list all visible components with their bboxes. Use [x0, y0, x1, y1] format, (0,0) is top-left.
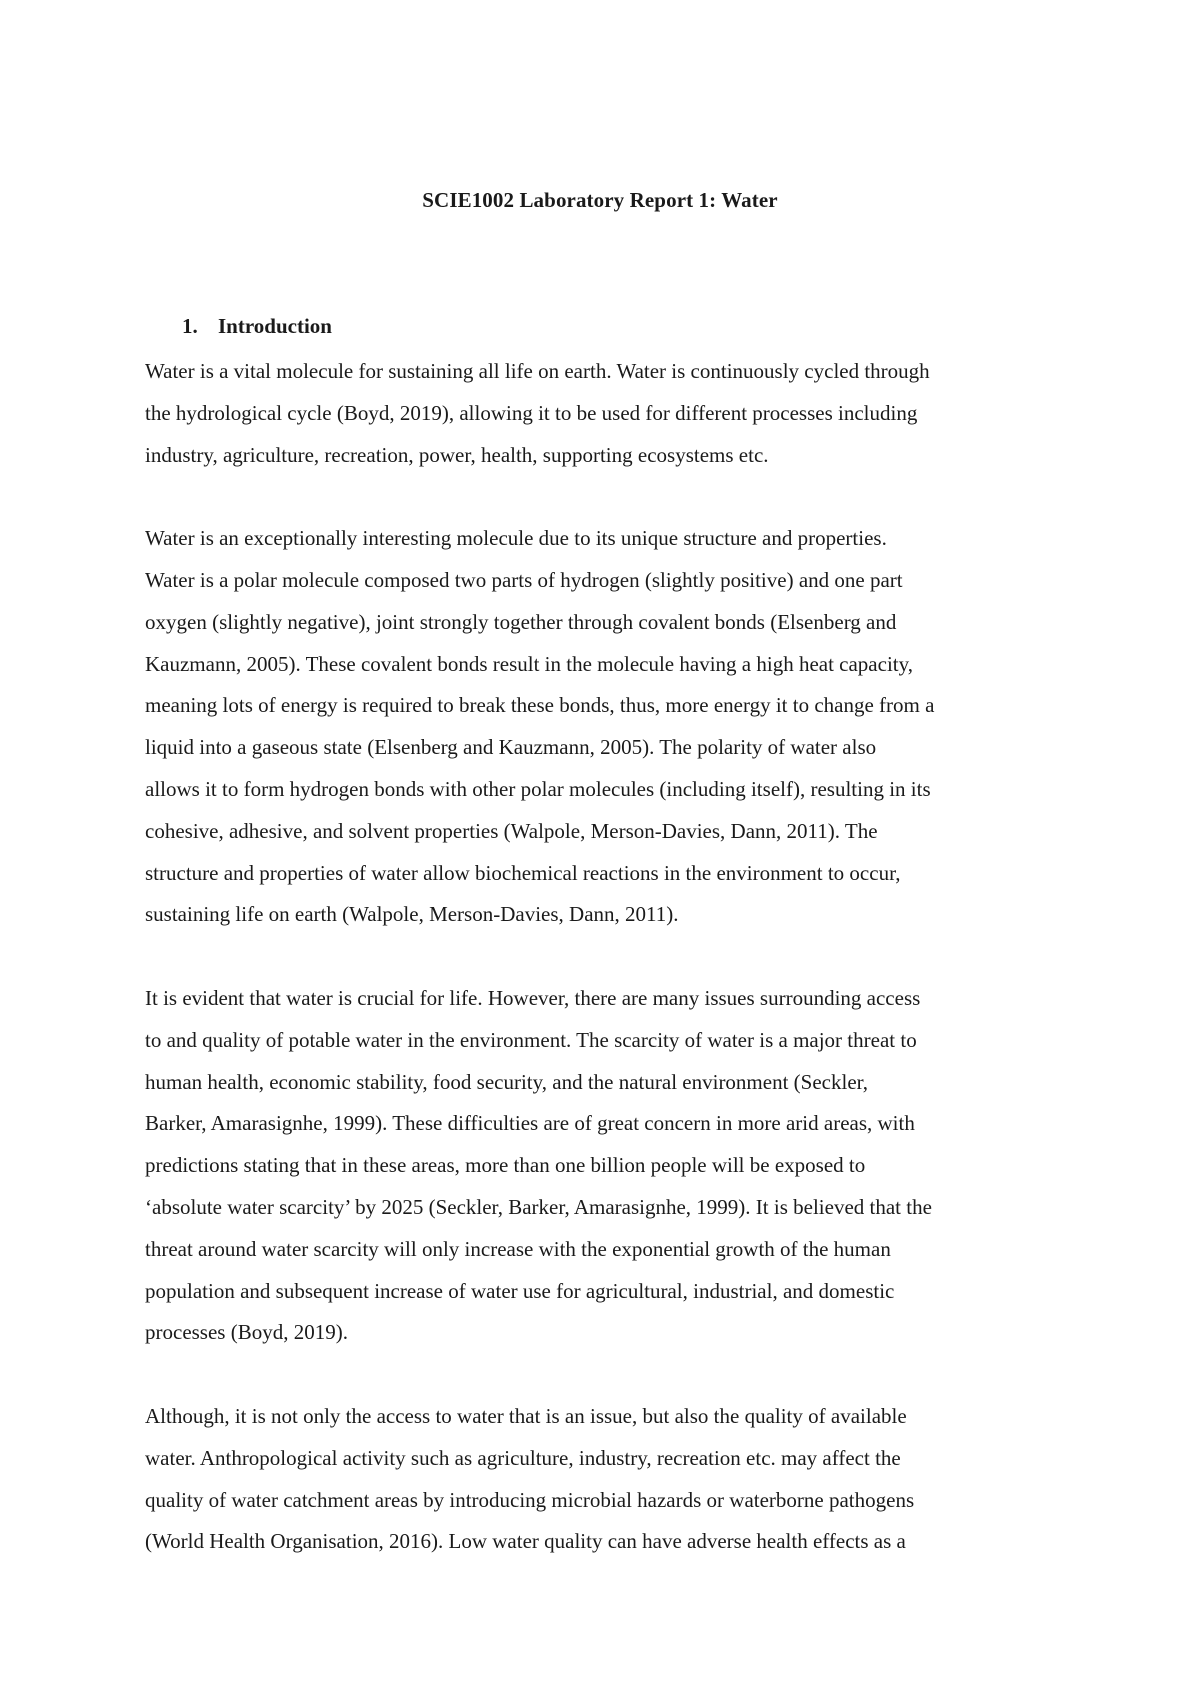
section-heading	[182, 314, 332, 339]
section-heading-text: Introduction	[218, 314, 332, 338]
paragraph-line: human health, economic stability, food security, and the natural environment (Seckler,	[145, 1069, 869, 1094]
paragraph	[145, 1396, 1065, 1563]
document-body	[145, 351, 1065, 1605]
paragraph-line: predictions stating that in these areas, more than one billion people will be exposed to	[145, 1153, 866, 1178]
paragraph-line: ‘absolute water scarcity’ by 2025 (Seckler, Barker, Amarasignhe, 1999). It is believed that the	[145, 1194, 932, 1219]
paragraph-line: the hydrological cycle (Boyd, 2019), allowing it to be used for different processes including	[145, 400, 918, 425]
paragraph-line: cohesive, adhesive, and solvent properties (Walpole, Merson-Davies, Dann, 2011). The	[145, 818, 878, 843]
paragraph-line: oxygen (slightly negative), joint strongly together through covalent bonds (Elsenberg and	[145, 609, 897, 634]
paragraph	[145, 978, 1065, 1354]
paragraph-line: Kauzmann, 2005). These covalent bonds result in the molecule having a high heat capacity,	[145, 651, 914, 676]
paragraph	[145, 518, 1065, 936]
paragraph-line: Water is a polar molecule composed two parts of hydrogen (slightly positive) and one part	[145, 567, 903, 592]
paragraph-line: industry, agriculture, recreation, power, health, supporting ecosystems etc.	[145, 442, 769, 467]
document-title: SCIE1002 Laboratory Report 1: Water	[422, 188, 778, 212]
paragraph-line: liquid into a gaseous state (Elsenberg and Kauzmann, 2005). The polarity of water also	[145, 735, 877, 760]
paragraph-line: (World Health Organisation, 2016). Low water quality can have adverse health effects as a	[145, 1529, 906, 1554]
paragraph-line: Water is a vital molecule for sustaining all life on earth. Water is continuously cycled through	[145, 359, 930, 383]
paragraph-line: Barker, Amarasignhe, 1999). These difficulties are of great concern in more arid areas, with	[145, 1111, 915, 1136]
paragraph-line: structure and properties of water allow biochemical reactions in the environment to occur,	[145, 860, 901, 885]
paragraph-line: to and quality of potable water in the environment. The scarcity of water is a major threat to	[145, 1027, 917, 1052]
paragraph	[145, 351, 1065, 476]
paragraph-line: meaning lots of energy is required to break these bonds, thus, more energy it to change from a	[145, 693, 935, 718]
section-number: 1.	[182, 314, 198, 338]
paragraph-line: threat around water scarcity will only increase with the exponential growth of the human	[145, 1236, 891, 1261]
paragraph-line: Although, it is not only the access to water that is an issue, but also the quality of available	[145, 1403, 907, 1428]
paragraph-line: quality of water catchment areas by introducing microbial hazards or waterborne pathogens	[145, 1487, 915, 1512]
paragraph-line: It is evident that water is crucial for life. However, there are many issues surrounding access	[145, 985, 921, 1010]
paragraph-line: water. Anthropological activity such as agriculture, industry, recreation etc. may affect the	[145, 1445, 901, 1470]
paragraph-line: processes (Boyd, 2019).	[145, 1320, 348, 1345]
paragraph-line: population and subsequent increase of water use for agricultural, industrial, and domestic	[145, 1278, 895, 1303]
paragraph-line: Water is an exceptionally interesting molecule due to its unique structure and properties.	[145, 526, 887, 551]
paragraph-line: allows it to form hydrogen bonds with other polar molecules (including itself), resulting in its	[145, 776, 931, 801]
paragraph-line: sustaining life on earth (Walpole, Merson-Davies, Dann, 2011).	[145, 902, 679, 927]
